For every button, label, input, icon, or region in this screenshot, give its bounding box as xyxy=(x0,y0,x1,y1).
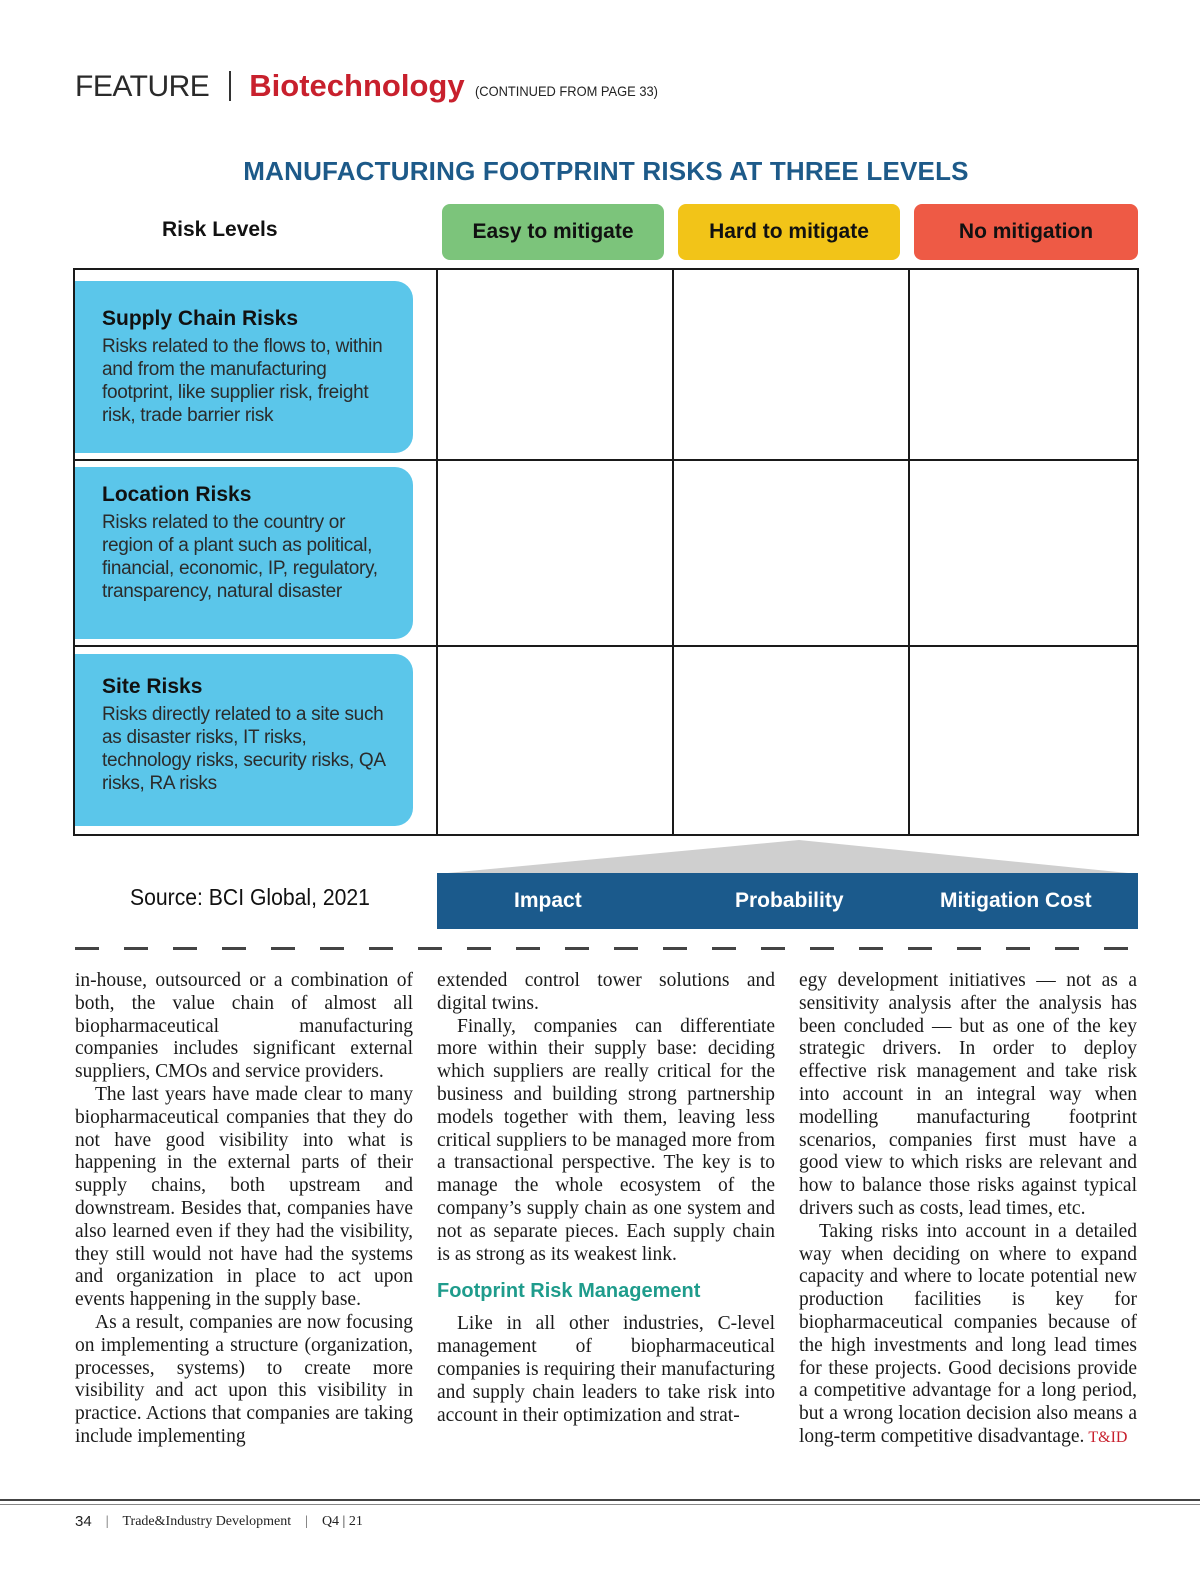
risk-dimension-bar xyxy=(437,873,1138,929)
paragraph-final xyxy=(799,1221,1137,1450)
footer-rule xyxy=(0,1499,1200,1501)
figure-source: Source: BCI Global, 2021 xyxy=(130,884,370,910)
grid-divider xyxy=(908,270,910,834)
risk-title: Site Risks xyxy=(102,675,203,698)
grid-divider xyxy=(75,459,1137,461)
risk-description: Risks related to the country or region of a plant such as political, financial, economic, IP, regulatory, transparency, natural disaster xyxy=(102,512,378,602)
column-no-mitigation: No mitigation xyxy=(914,204,1138,260)
continued-note: (CONTINUED FROM PAGE 33) xyxy=(474,83,658,99)
figure-title: MANUFACTURING FOOTPRINT RISKS AT THREE LEVELS xyxy=(243,156,969,186)
page-header xyxy=(75,68,673,108)
article-column-3 xyxy=(799,970,1137,1450)
grid-divider xyxy=(672,270,674,834)
article-column-2 xyxy=(437,970,775,1427)
paragraph: The last years have made clear to many biopharmaceutical companies that they do not have good visibility into what is happening in the external parts of their supply chains, both upstream and downstream. Besides that, companies have also learned even if they had the visibility, they still would not have had the systems and organization in place to act upon events happening in the supply base. xyxy=(75,1083,413,1311)
supply-chain-risks-box xyxy=(75,281,413,453)
dashed-divider xyxy=(75,947,1141,950)
topic-label: Biotechnology xyxy=(249,68,465,103)
column-hard-to-mitigate: Hard to mitigate xyxy=(678,204,900,260)
risk-description: Risks directly related to a site such as disaster risks, IT risks, technology risks, security risks, QA risks, RA risks xyxy=(102,704,385,794)
page-footer xyxy=(75,1513,363,1530)
axis-impact: Impact xyxy=(514,889,582,912)
end-mark: T&ID xyxy=(1088,1428,1128,1446)
section-label: FEATURE xyxy=(75,70,210,103)
axis-probability: Probability xyxy=(735,889,844,912)
axis-mitigation-cost: Mitigation Cost xyxy=(940,889,1092,912)
header-divider xyxy=(229,71,231,101)
page-number: 34 xyxy=(75,1513,92,1530)
grid-divider xyxy=(75,645,1137,647)
section-subhead: Footprint Risk Management xyxy=(437,1280,701,1303)
footer-separator: | xyxy=(105,1513,109,1529)
article-column-1 xyxy=(75,970,413,1449)
paragraph: Like in all other industries, C-level management of biopharmaceutical companies is requiring their manufacturing and supply chain leaders to take risk into account in their optimization and strat- xyxy=(437,1313,775,1426)
risk-title: Location Risks xyxy=(102,483,252,506)
site-risks-box xyxy=(75,654,413,826)
paragraph: in-house, outsourced or a combination of both, the value chain of almost all biopharmaceutical manufacturing companies includes significant external suppliers, CMOs and service providers. xyxy=(75,970,413,1083)
publication-name: Trade&Industry Development xyxy=(122,1513,292,1529)
column-easy-to-mitigate: Easy to mitigate xyxy=(442,204,664,260)
issue-label: Q4 | 21 xyxy=(321,1513,363,1529)
paragraph: As a result, companies are now focusing on implementing a structure (organization, processes, systems) to create more visibility and act upon this visibility in practice. Actions that companies are taking include implementing xyxy=(75,1311,413,1447)
paragraph-text: Taking risks into account in a detailed way when deciding on where to expand capacity and where to locate potential new production facilities is key for biopharmaceutical companies because of the high investments and long lead times for these projects. Good decisions provide a competitive advantage for a long period, but a wrong location decision also means a long-term competitive disadvantage. xyxy=(799,1220,1137,1447)
paragraph: extended control tower solutions and digital twins. xyxy=(437,970,775,1014)
location-risks-box xyxy=(75,467,413,639)
footer-rule xyxy=(0,1504,1200,1505)
paragraph: Finally, companies can differentiate more within their supply base: deciding which suppliers are really critical for the business and building strong partnership models together with them, leaving less critical suppliers to be managed more from a transactional perspective. The key is to manage the whole ecosystem of the company’s supply chain as one system and not as separate pieces. Each supply chain is as strong as its weakest link. xyxy=(437,1015,775,1265)
risk-title: Supply Chain Risks xyxy=(102,307,299,330)
grid-divider xyxy=(436,270,438,834)
risk-matrix-grid xyxy=(73,268,1139,836)
axis-pointer-triangle xyxy=(437,840,1138,874)
paragraph: egy development initiatives — not as a sensitivity analysis after the analysis has been concluded — but as one of the key strategic drivers. In order to deploy effective risk management and take risk into account in an integral way when modelling manufacturing footprint scenarios, companies first must have a good view to which risks are relevant and how to balance those risks against typical drivers such as costs, lead times, etc. xyxy=(799,970,1137,1219)
footer-separator: | xyxy=(305,1513,308,1529)
risk-description: Risks related to the flows to, within and from the manufacturing footprint, like supplier risk, freight risk, trade barrier risk xyxy=(102,336,383,426)
row-header-label: Risk Levels xyxy=(162,218,278,241)
